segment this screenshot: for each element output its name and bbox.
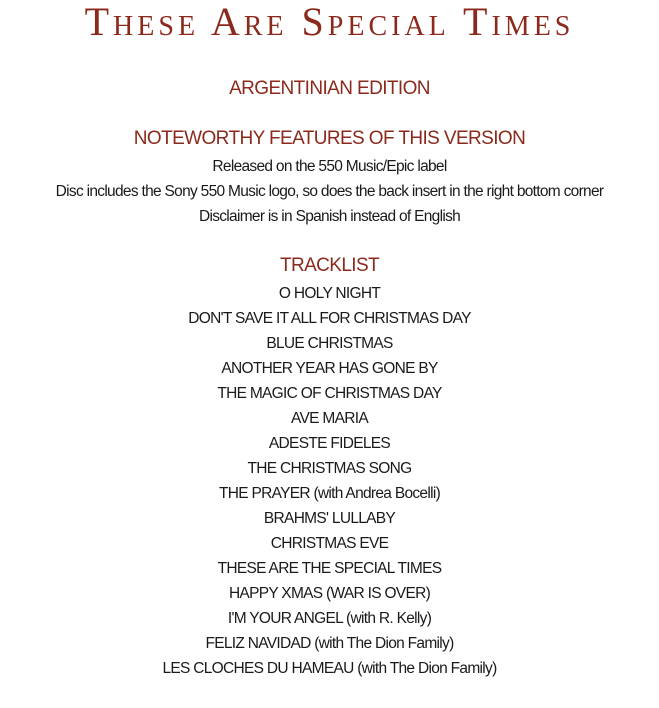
track-item: CHRISTMAS EVE xyxy=(270,535,389,552)
track-item: HAPPY XMAS (WAR IS OVER) xyxy=(228,585,431,602)
track-item: I'M YOUR ANGEL (with R. Kelly) xyxy=(227,610,432,627)
feature-item: Disc includes the Sony 550 Music logo, so does the back insert in the right bottom corner xyxy=(55,183,604,200)
track-item: THESE ARE THE SPECIAL TIMES xyxy=(217,560,442,577)
track-item: THE CHRISTMAS SONG xyxy=(247,460,412,477)
features-heading: NOTEWORTHY FEATURES OF THIS VERSION xyxy=(133,128,526,149)
track-item: DON'T SAVE IT ALL FOR CHRISTMAS DAY xyxy=(188,310,471,327)
tracklist xyxy=(0,281,659,681)
edition-heading: ARGENTINIAN EDITION xyxy=(229,78,430,99)
features-list xyxy=(0,154,659,229)
track-item: O HOLY NIGHT xyxy=(278,285,381,302)
track-item: BRAHMS' LULLABY xyxy=(263,510,396,527)
track-item: LES CLOCHES DU HAMEAU (with The Dion Family) xyxy=(162,660,497,677)
track-item: THE PRAYER (with Andrea Bocelli) xyxy=(218,485,441,502)
track-item: THE MAGIC OF CHRISTMAS DAY xyxy=(217,385,442,402)
track-item: ADESTE FIDELES xyxy=(268,435,391,452)
track-item: ANOTHER YEAR HAS GONE BY xyxy=(221,360,438,377)
track-item: AVE MARIA xyxy=(291,410,368,427)
album-title: These Are Special Times xyxy=(84,0,575,44)
feature-item: Released on the 550 Music/Epic label xyxy=(212,158,447,175)
track-item: BLUE CHRISTMAS xyxy=(266,335,393,352)
feature-item: Disclaimer is in Spanish instead of English xyxy=(198,208,461,225)
tracklist-heading: TRACKLIST xyxy=(279,255,380,276)
track-item: FELIZ NAVIDAD (with The Dion Family) xyxy=(205,635,454,652)
